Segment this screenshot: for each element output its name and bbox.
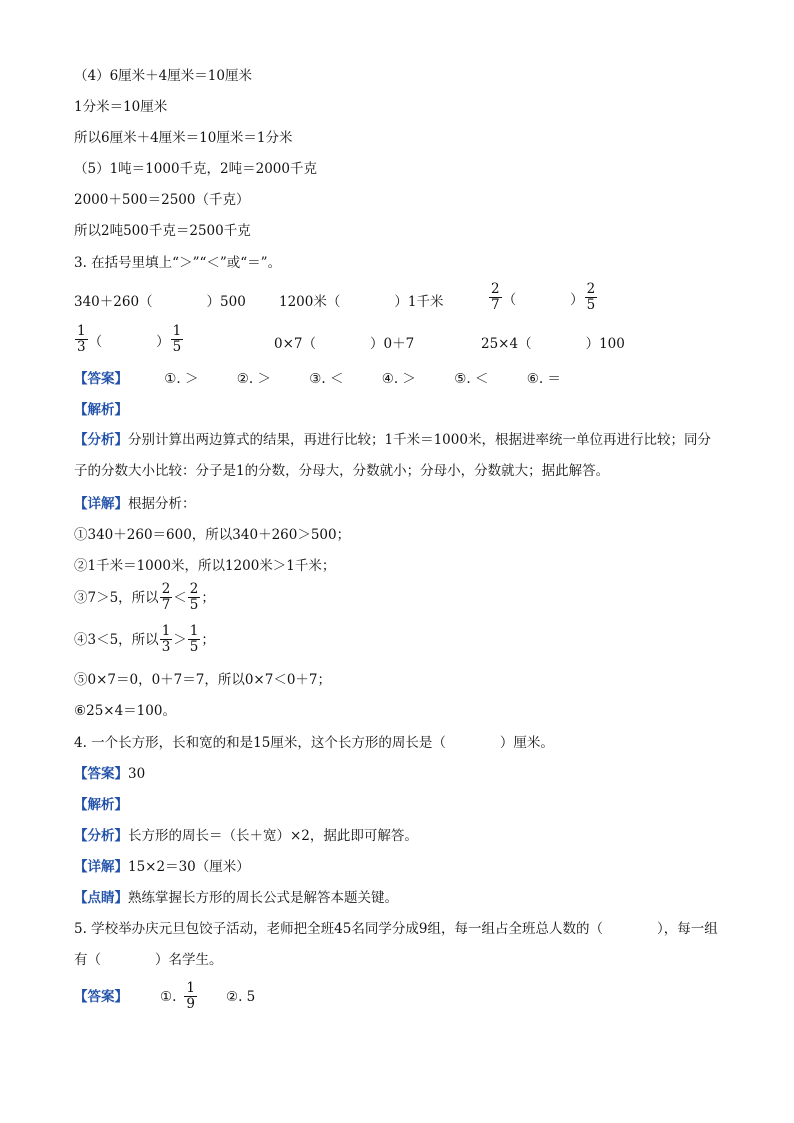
q3-detail-6: ⑥25×4＝100。 — [74, 703, 176, 719]
line-conversion: 1分米＝10厘米 — [74, 99, 168, 115]
question-4-stem: 4. 一个长方形，长和宽的和是15厘米，这个长方形的周长是（ ）厘米。 — [74, 735, 554, 751]
q3-detail-5: ⑤0×7＝0，0＋7＝7，所以0×7＜0＋7； — [74, 672, 332, 688]
q4-dianjing — [74, 888, 398, 908]
q3-answer-2: ②. ＞ — [236, 371, 271, 387]
q3-item-2: 1200米（ ）1千米 — [279, 294, 444, 310]
answer-tag: 【答案】 — [74, 766, 128, 782]
q5-answer-2: ②. 5 — [226, 988, 256, 1005]
answer-tag: 【答案】 — [74, 988, 128, 1005]
q3-answer-5: ⑤. ＜ — [454, 371, 489, 387]
q3-item-3-paren: （ ） — [502, 291, 584, 308]
line-calc5: 2000＋500＝2500（千克） — [74, 192, 250, 208]
fraction-1-3: $\frac{1}{3}$ — [77, 323, 86, 355]
q4-dianjing-text: 熟练掌握长方形的周长公式是解答本题关键。 — [128, 890, 398, 906]
jiexi-tag: 【解析】 — [74, 797, 128, 813]
q3-answer-3: ③. ＜ — [309, 371, 344, 387]
fraction-1-9: $\frac{1}{9}$ — [186, 980, 195, 1012]
q3-item-4 — [74, 324, 184, 355]
answer-tag: 【答案】 — [74, 371, 128, 387]
q3-detail-3 — [74, 582, 215, 613]
q3-xiangjie — [74, 494, 196, 514]
fraction-1-3-detail: $\frac{1}{3}$ — [161, 623, 171, 655]
q3-item-5: 0×7（ ）0＋7 — [274, 336, 415, 352]
q3-fenxi-text: 分别计算出两边算式的结果，再进行比较；1千米＝1000米，根据进率统一单位再进行比较；同分子的分数大小比较：分子是1的分数，分母大，分数就小；分母小，分数就大；据此解答。 — [74, 432, 711, 479]
q3-item-1: 340＋260（ ）500 — [74, 294, 246, 310]
q4-fenxi-text: 长方形的周长＝（长＋宽）×2，据此即可解答。 — [128, 828, 418, 844]
line-step4: （4）6厘米＋4厘米＝10厘米 — [74, 68, 252, 84]
xiangjie-tag: 【详解】 — [74, 496, 128, 512]
dianjing-tag: 【点睛】 — [74, 890, 128, 906]
fraction-1-5: $\frac{1}{5}$ — [172, 323, 182, 355]
q3-item-4-paren: （ ） — [88, 333, 170, 350]
q3-detail-3-pre: ③7＞5，所以 — [74, 589, 159, 606]
q3-xiangjie-text: 根据分析： — [128, 496, 196, 512]
q3-answer-row — [74, 369, 561, 389]
q3-detail-1: ①340＋260＝600，所以340＋260＞500； — [74, 527, 351, 543]
fraction-1-5-detail: $\frac{1}{5}$ — [189, 623, 199, 655]
q4-fenxi — [74, 826, 418, 846]
q3-detail-4-op: ＞ — [173, 631, 187, 648]
fraction-2-5-detail: $\frac{2}{5}$ — [189, 581, 199, 613]
q5-answer-1-label: ①. — [160, 988, 177, 1005]
line-step5: （5）1吨＝1000千克，2吨＝2000千克 — [74, 161, 317, 177]
q3-fenxi — [74, 425, 724, 487]
q3-item-6: 25×4（ ）100 — [481, 336, 625, 352]
fenxi-tag: 【分析】 — [74, 828, 128, 844]
q3-answer-1: ①. ＞ — [164, 371, 199, 387]
q4-xiangjie — [74, 857, 250, 877]
question-3-stem: 3. 在括号里填上“＞”“＜”或“＝”。 — [74, 255, 282, 271]
fraction-2-7: $\frac{2}{7}$ — [491, 281, 500, 313]
q5-answer-row — [74, 981, 255, 1012]
jiexi-tag: 【解析】 — [74, 402, 128, 418]
fraction-2-5: $\frac{2}{5}$ — [586, 281, 596, 313]
q3-detail-3-op: ＜ — [173, 589, 187, 606]
q3-answer-6: ⑥. ＝ — [526, 371, 561, 387]
fraction-2-7-detail: $\frac{2}{7}$ — [161, 581, 171, 613]
question-5-stem: 5. 学校举办庆元旦包饺子活动，老师把全班45名同学分成9组，每一组占全班总人数的（ ），每一组有（ ）名学生。 — [74, 921, 718, 968]
q3-detail-4-pre: ④3＜5，所以 — [74, 631, 159, 648]
q4-xiangjie-text: 15×2＝30（厘米） — [128, 859, 250, 875]
q3-detail-4-end: ； — [201, 631, 215, 648]
q4-answer-row — [74, 764, 145, 784]
q3-detail-4 — [74, 624, 215, 655]
line-conclusion5: 所以2吨500千克＝2500千克 — [74, 223, 251, 239]
q4-jiexi — [74, 795, 128, 815]
q3-detail-2: ②1千米＝1000米，所以1200米＞1千米； — [74, 558, 336, 574]
fenxi-tag: 【分析】 — [74, 432, 128, 448]
q3-answer-4: ④. ＞ — [381, 371, 416, 387]
q4-answer: 30 — [128, 766, 146, 782]
q3-detail-3-end: ； — [201, 589, 215, 606]
line-conclusion4: 所以6厘米＋4厘米＝10厘米＝1分米 — [74, 130, 293, 146]
q3-jiexi — [74, 400, 128, 420]
xiangjie-tag: 【详解】 — [74, 859, 128, 875]
q3-item-3 — [488, 282, 598, 313]
